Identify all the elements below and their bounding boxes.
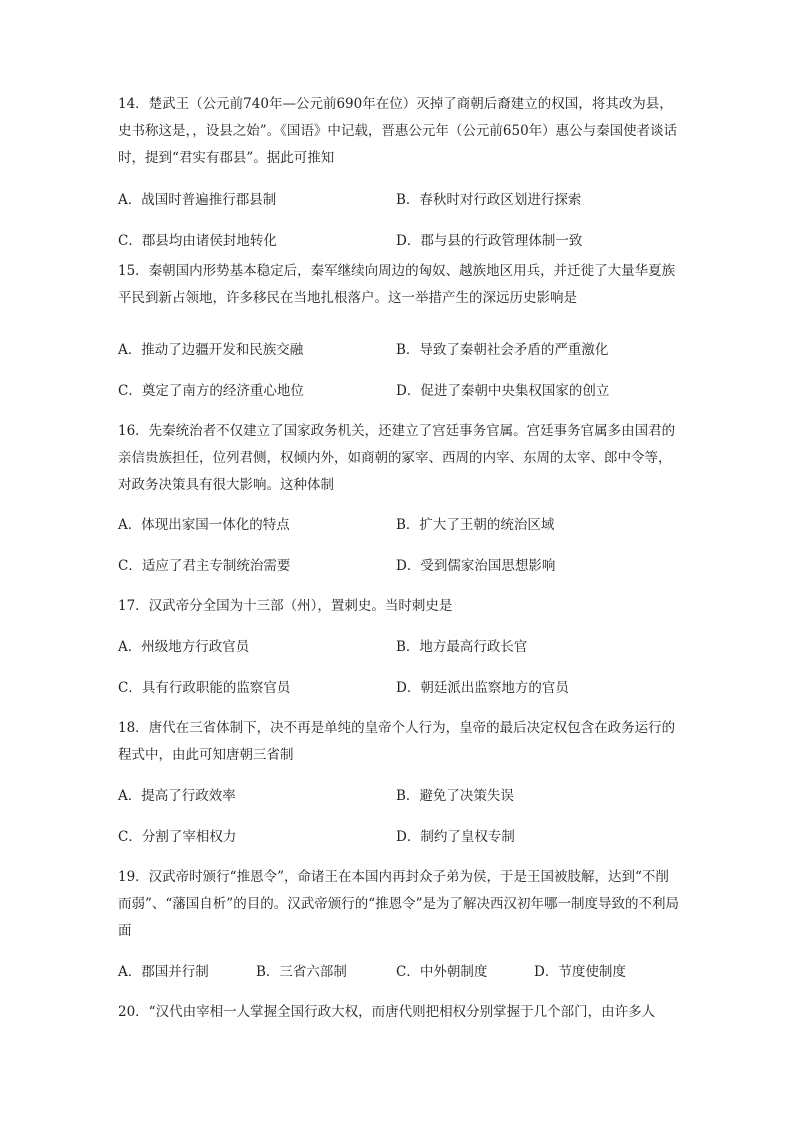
- question-18-stem: 18．唐代在三省体制下，决不再是单纯的皇帝个人行为，皇帝的最后决定权包含在政务运行的程式中，由此可知唐朝三省制: [118, 720, 676, 763]
- question-15-option-c: C．奠定了南方的经济重心地位: [118, 383, 304, 399]
- question-19-stem: 19．汉武帝时颁行“推恩令”，命诸王在本国内再封众子弟为侯，于是王国被肢解，达到“不削而弱”、“藩国自析”的目的。汉武帝颁行的“推恩令”是为了解决西汉初年哪一制度导致的不利局面: [118, 869, 680, 939]
- question-15-option-b: B．导致了秦朝社会矛盾的严重激化: [396, 342, 609, 358]
- question-16-option-d: D．受到儒家治国思想影响: [396, 558, 556, 574]
- question-17-option-a: A．州级地方行政官员: [118, 639, 250, 655]
- question-15-stem: 15．秦朝国内形势基本稳定后，秦军继续向周边的匈奴、越族地区用兵，并迁徙了大量华夏族平民到新占领地，许多移民在当地扎根落户。这一举措产生的深远历史影响是: [118, 263, 676, 306]
- question-19-option-a: A．郡国并行制: [118, 964, 209, 980]
- question-14-option-b: B．春秋时对行政区划进行探索: [396, 192, 582, 208]
- question-17-stem: 17．汉武帝分全国为十三部（州），置刺史。当时刺史是: [118, 598, 453, 614]
- question-15-option-a: A．推动了边疆开发和民族交融: [118, 342, 304, 358]
- question-20-stem: 20．“汉代由宰相一人掌握全国行政大权，而唐代则把相权分别掌握于几个部门，由许多人: [118, 1004, 656, 1020]
- question-16-option-a: A．体现出家国一体化的特点: [118, 517, 290, 533]
- question-19-option-c: C．中外朝制度: [396, 964, 488, 980]
- question-17-option-d: D．朝廷派出监察地方的官员: [396, 680, 569, 696]
- question-14-option-d: D．郡与县的行政管理体制一致: [396, 233, 583, 249]
- question-16-option-c: C．适应了君主专制统治需要: [118, 558, 291, 574]
- question-18-option-b: B．避免了决策失误: [396, 788, 514, 804]
- question-18-option-c: C．分割了宰相权力: [118, 829, 237, 845]
- question-19-option-b: B．三省六部制: [256, 964, 347, 980]
- question-14-option-a: A．战国时普遍推行郡县制: [118, 192, 277, 208]
- question-17-option-c: C．具有行政职能的监察官员: [118, 680, 291, 696]
- question-15-option-d: D．促进了秦朝中央集权国家的创立: [396, 383, 610, 399]
- question-17-option-b: B．地方最高行政长官: [396, 639, 528, 655]
- question-14-option-c: C．郡县均由诸侯封地转化: [118, 233, 277, 249]
- question-16-option-b: B．扩大了王朝的统治区域: [396, 517, 555, 533]
- question-18-option-d: D．制约了皇权专制: [396, 829, 515, 845]
- question-18-option-a: A．提高了行政效率: [118, 788, 236, 804]
- question-19-option-d: D．节度使制度: [534, 964, 626, 980]
- question-16-stem: 16．先秦统治者不仅建立了国家政务机关，还建立了宫廷事务官属。宫廷事务官属多由国君的亲信贵族担任，位列君侧，权倾内外，如商朝的冢宰、西周的内宰、东周的太宰、郎中令等，对政务决策具有很大影响。这种体制: [118, 423, 676, 493]
- question-14-stem: 14．楚武王（公元前740年—公元前690年在位）灭掉了商朝后裔建立的权国，将其改为县，史书称这是，，设县之始”。《国语》中记载，晋惠公元年（公元前650年）惠公与秦国使者谈话时，提到“君实有郡县”。据此可推知: [118, 96, 678, 166]
